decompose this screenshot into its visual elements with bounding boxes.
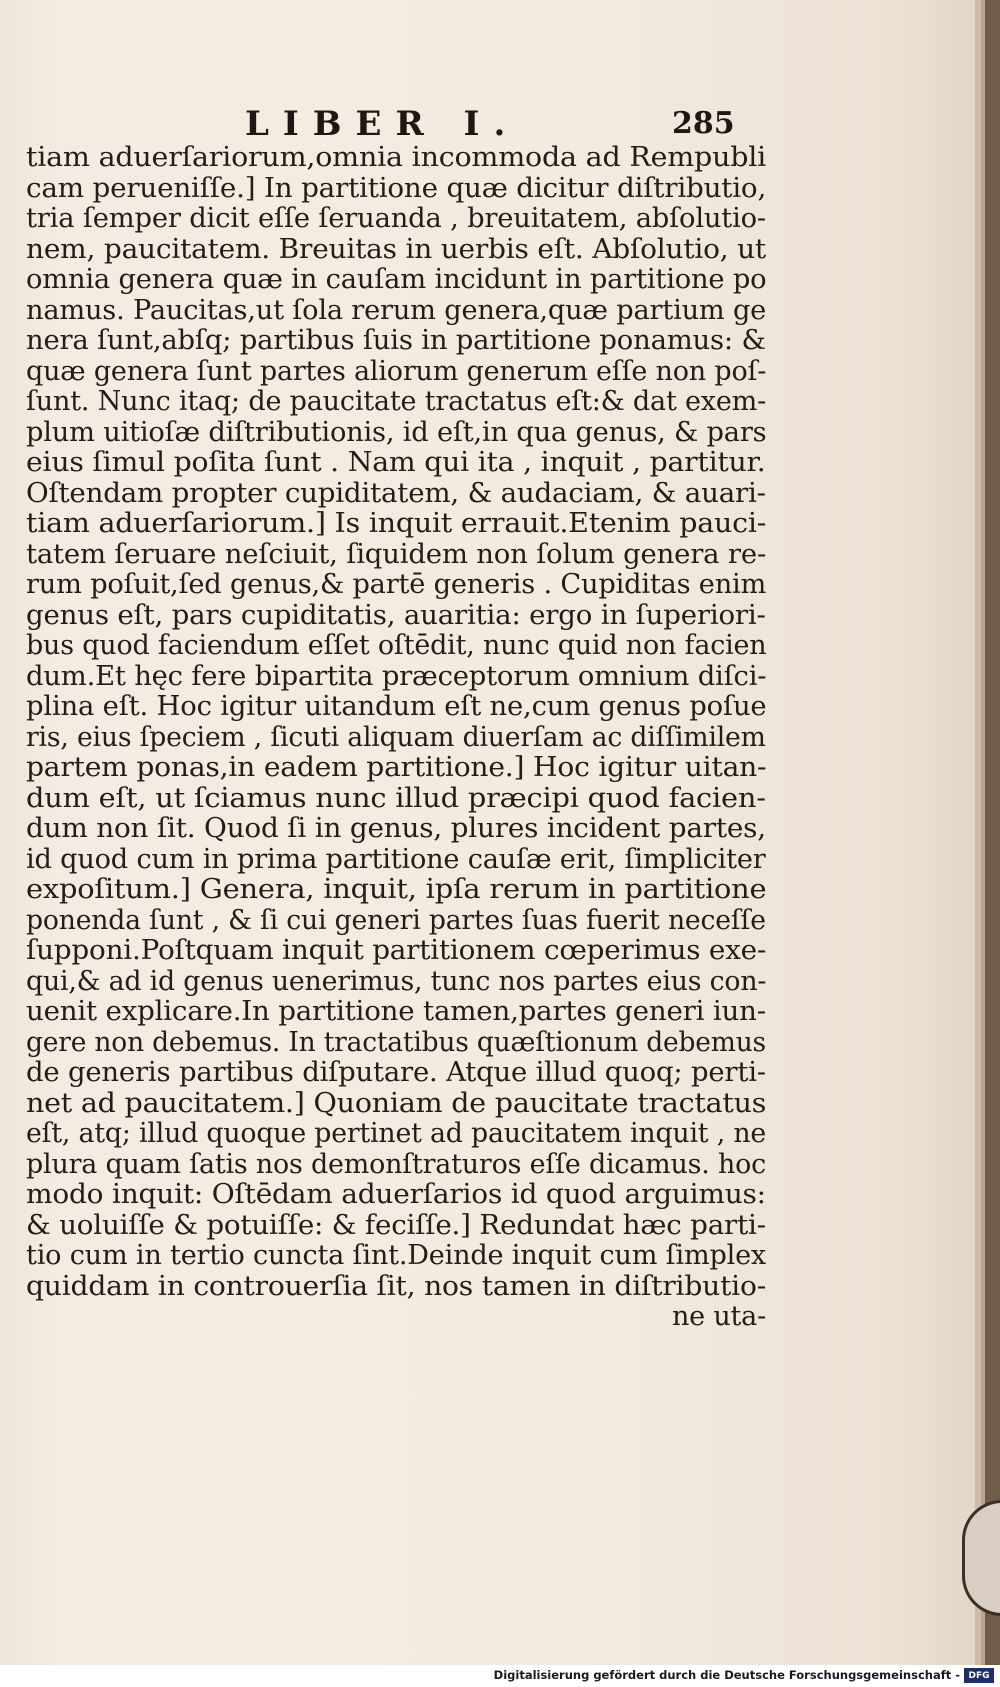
- body-text: [26, 143, 766, 1333]
- text-line: genus eſt, pars cupiditatis, auaritia: ergo in ſuperiori-: [26, 599, 766, 631]
- page-number: 285: [672, 106, 735, 141]
- dfg-logo: DFG: [964, 1668, 994, 1683]
- text-line: tatem ſeruare neſciuit, ſiquidem non ſolum genera re-: [26, 538, 767, 570]
- text-line: tria ſemper dicit eſſe ſeruanda , breuitatem, abſolutio-: [26, 203, 766, 234]
- text-line: ris, eius ſpeciem , ſicuti aliquam diuerſam ac diſſimilem: [26, 721, 766, 753]
- text-line: expoſitum.] Genera, inquit, ipſa rerum in partitione: [26, 874, 767, 905]
- text-line: dum.Et hęc fere bipartita præceptorum omnium diſci-: [26, 660, 767, 692]
- text-line: ſupponi.Poſtquam inquit partitionem cœperimus exe-: [26, 935, 767, 966]
- text-line: tiam aduerſariorum,omnia incommoda ad Rempubli: [26, 142, 767, 173]
- text-line: eſt, atq; illud quoque pertinet ad paucitatem inquit , ne: [26, 1118, 767, 1149]
- text-line: nem, paucitatem. Breuitas in uerbis eſt. Abſolutio, ut: [26, 233, 766, 265]
- text-line: modo inquit: Oſtēdam aduerſarios id quod arguimus:: [26, 1179, 766, 1210]
- text-line: bus quod faciendum eſſet oſtēdit, nunc quid non facien: [26, 630, 767, 661]
- text-line: gere non debemus. In tractatibus quæſtionum debemus: [26, 1026, 766, 1058]
- text-line: cam perueniſſe.] In partitione quæ dicitur diſtributio,: [26, 172, 767, 204]
- text-line: ne uta-: [671, 1301, 766, 1332]
- running-head-title: LIBER I.: [245, 104, 520, 144]
- text-line: tiam aduerſariorum.] Is inquit errauit.Etenim pauci-: [26, 508, 767, 539]
- text-line: plina eſt. Hoc igitur uitandum eſt ne,cum genus poſue: [26, 691, 767, 722]
- text-line: partem ponas,in eadem partitione.] Hoc igitur uitan-: [26, 752, 767, 783]
- text-line: plura quam ſatis nos demonſtraturos eſſe dicamus. hoc: [26, 1148, 766, 1180]
- footer-credit: Digitalisierung gefördert durch die Deutsche Forschungsgemeinschaft -: [493, 1668, 960, 1682]
- text-line: de generis partibus diſputare. Atque illud quoq; perti-: [26, 1057, 766, 1088]
- text-line: quiddam in controuerſia ſit, nos tamen in diſtributio-: [26, 1270, 766, 1302]
- text-line: id quod cum in prima partitione cauſæ erit, ſimpliciter: [26, 843, 766, 875]
- text-line: net ad paucitatem.] Quoniam de paucitate tractatus: [26, 1087, 767, 1119]
- text-line: ponenda ſunt , & ſi cui generi partes ſuas fuerit neceſſe: [26, 904, 766, 936]
- running-head: [0, 104, 975, 144]
- text-line: uenit explicare.In partitione tamen,partes generi iun-: [26, 996, 766, 1027]
- text-line: qui,& ad id genus uenerimus, tunc nos partes eius con-: [26, 965, 767, 997]
- text-line: dum eſt, ut ſciamus nunc illud præcipi quod facien-: [26, 782, 766, 814]
- text-line: Oſtendam propter cupiditatem, & audaciam, & auari-: [26, 477, 766, 509]
- text-line: namus. Paucitas,ut ſola rerum genera,quæ partium ge: [26, 294, 767, 326]
- book-cover-edge: [985, 0, 1000, 1665]
- digitization-footer: [0, 1665, 1000, 1687]
- text-line: nera ſunt,abſq; partibus ſuis in partitione ponamus: &: [26, 325, 766, 356]
- text-line: dum non ſit. Quod ſi in genus, plures incident partes,: [26, 813, 766, 844]
- text-line: rum poſuit,ſed genus,& partē generis . Cupiditas enim: [26, 569, 767, 600]
- text-line: eius ſimul poſita ſunt . Nam qui ita , inquit , partitur.: [26, 447, 766, 478]
- text-line: tio cum in tertio cuncta ſint.Deinde inquit cum ſimplex: [26, 1240, 766, 1271]
- text-line: & uoluiſſe & potuiſſe: & feciſſe.] Redundat hæc parti-: [26, 1209, 766, 1241]
- text-line: omnia genera quæ in cauſam incidunt in partitione po: [26, 264, 767, 295]
- text-line: plum uitioſæ diſtributionis, id eſt,in qua genus, & pars: [26, 416, 767, 448]
- text-line: ſunt. Nunc itaq; de paucitate tractatus eſt:& dat exem-: [26, 386, 767, 417]
- text-line: quæ genera ſunt partes aliorum generum eſſe non poſ-: [26, 355, 767, 387]
